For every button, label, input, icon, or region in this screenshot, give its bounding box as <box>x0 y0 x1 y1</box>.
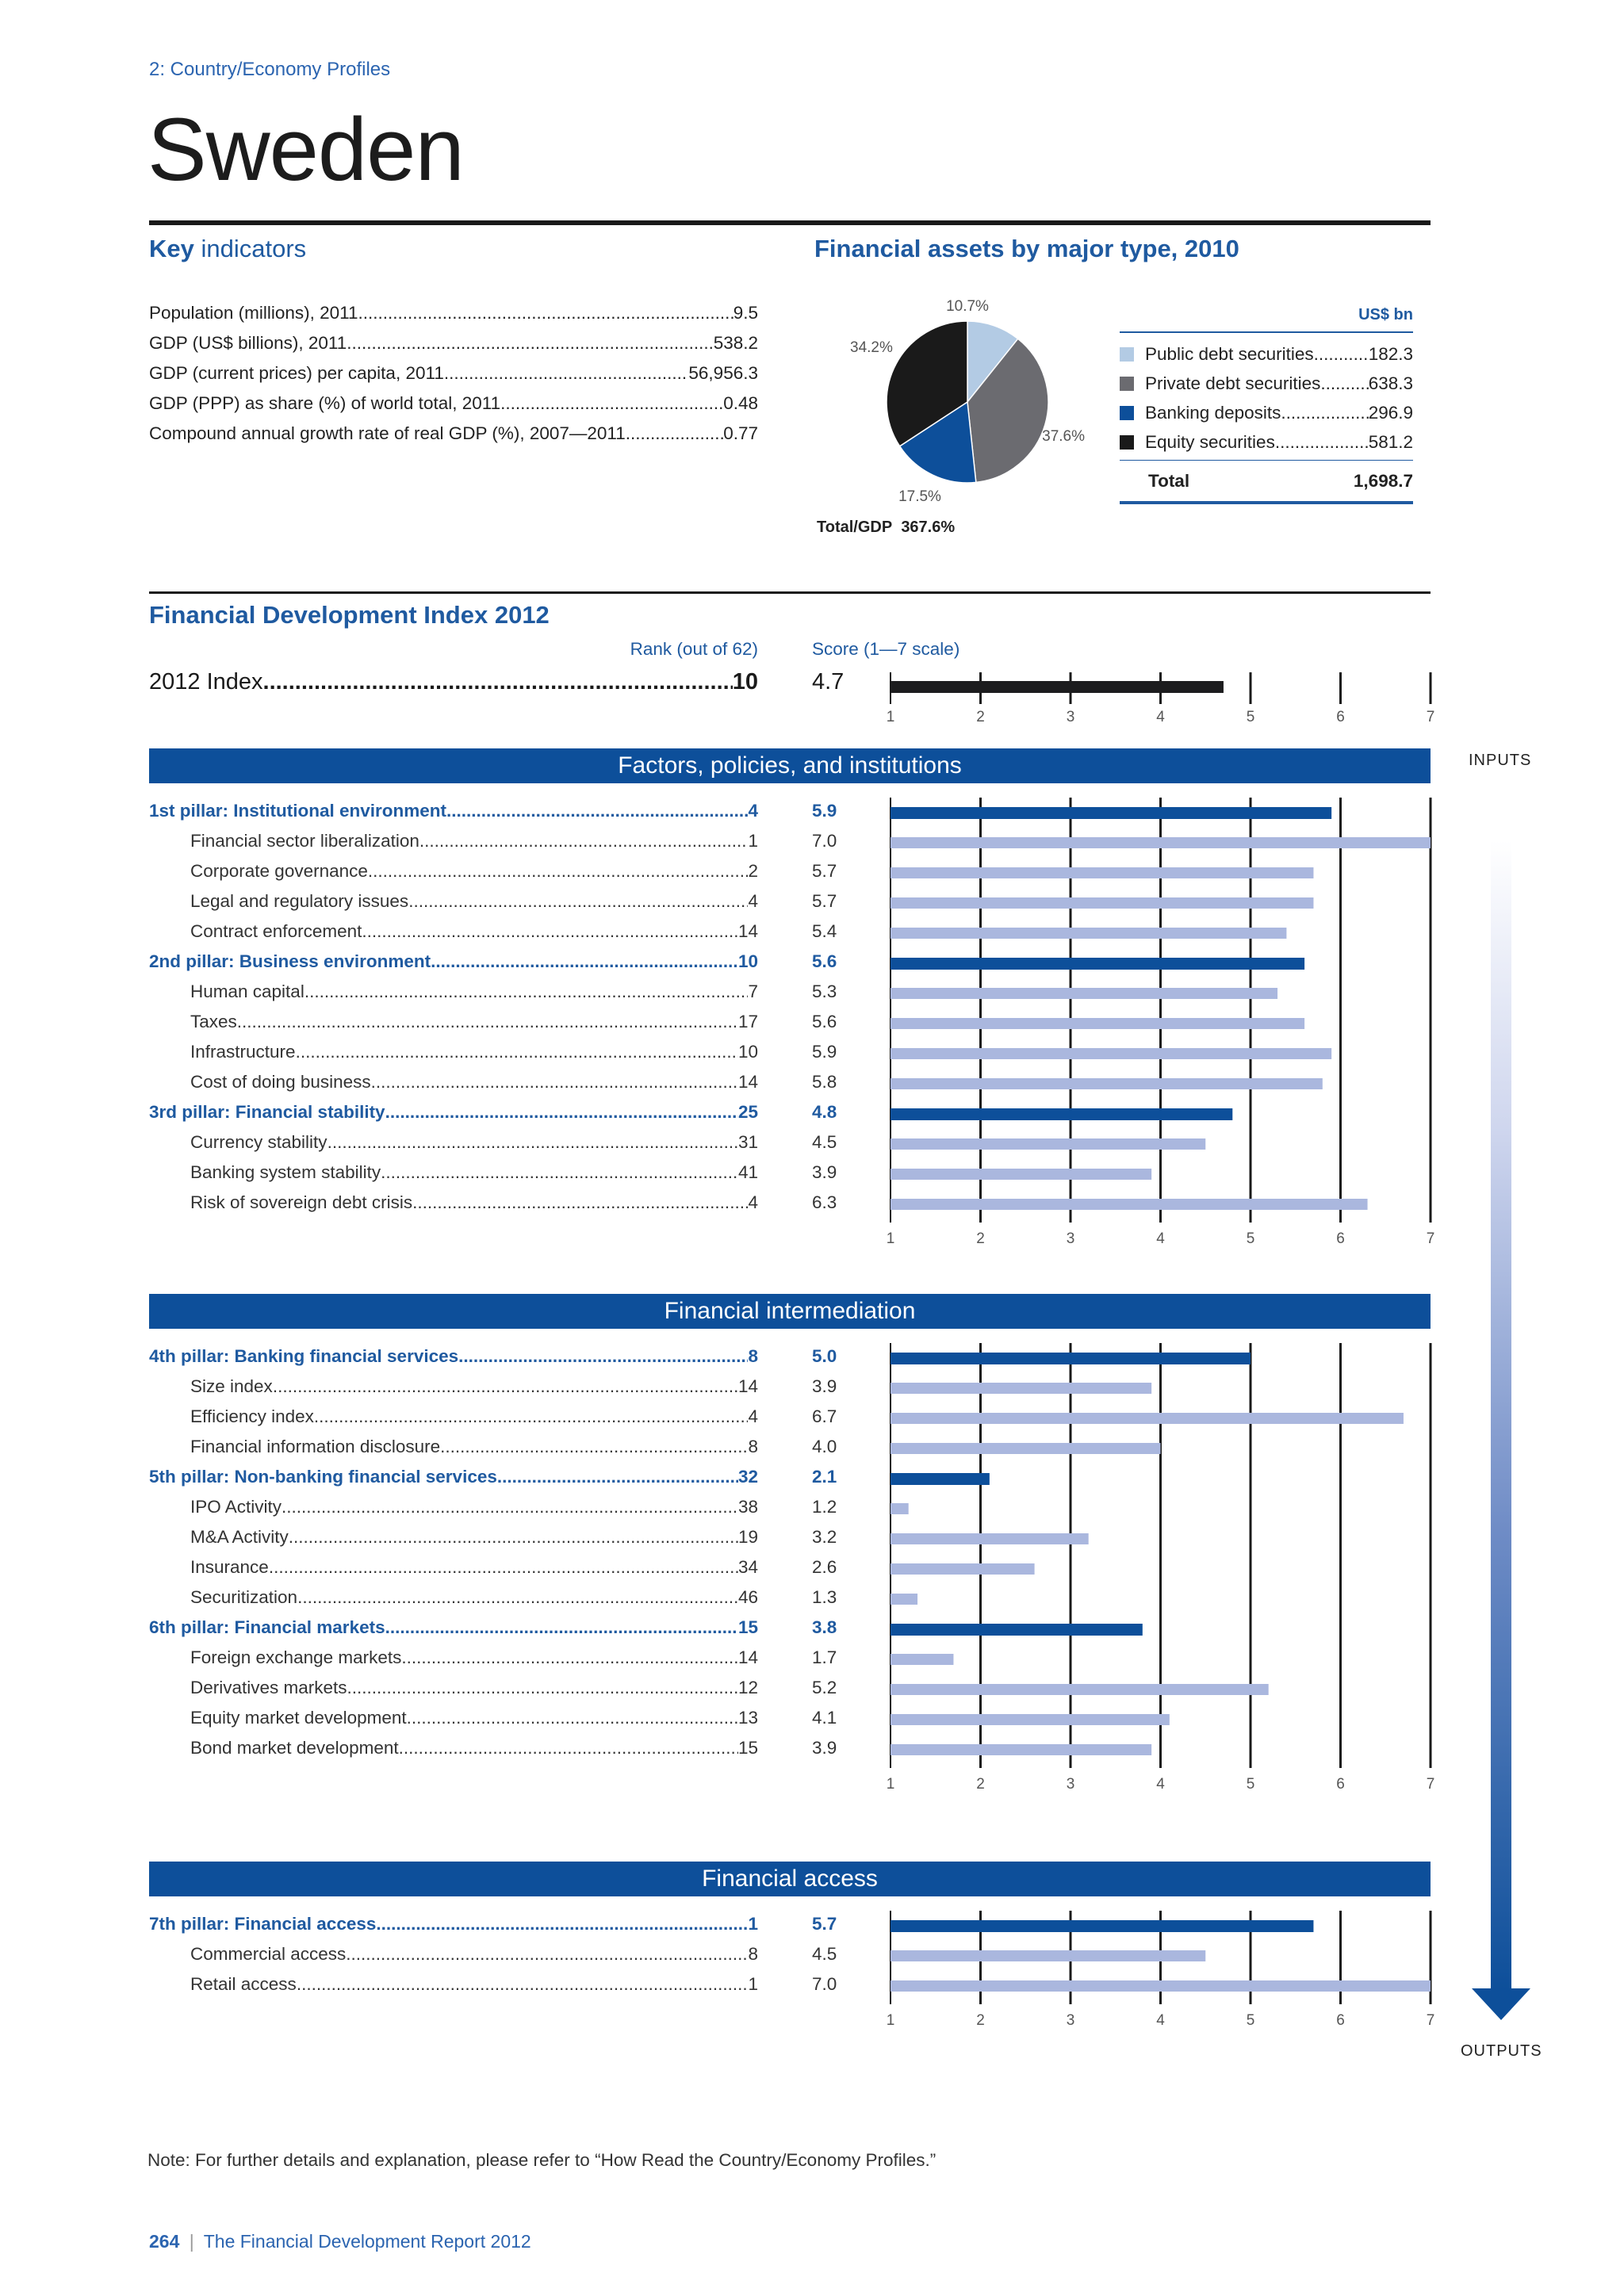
key-indicator-label: Population (millions), 2011 <box>149 303 358 323</box>
row-score: 5.7 <box>812 1914 837 1934</box>
pillar-bar <box>891 1353 1251 1364</box>
pillar-bar <box>891 1624 1143 1636</box>
row-score: 3.2 <box>812 1527 837 1547</box>
row-label: Equity market development <box>190 1708 407 1728</box>
pie-slice-label: 34.2% <box>850 339 893 356</box>
axis-tick-label: 2 <box>976 1776 985 1793</box>
row-score: 5.8 <box>812 1072 837 1092</box>
row-score: 5.9 <box>812 1042 837 1062</box>
row-rank: 34 <box>737 1557 758 1577</box>
sub-indicator-bar <box>891 1078 1323 1089</box>
sub-indicator-bar <box>891 1714 1170 1725</box>
axis-tick-label: 1 <box>886 2012 895 2029</box>
total-gdp: Total/GDP 367.6% <box>817 519 956 536</box>
sub-indicator-bar <box>891 1563 1035 1575</box>
sub-indicator-bar <box>891 1684 1269 1695</box>
row-rank: 19 <box>737 1527 758 1547</box>
sub-indicator-bar <box>891 1413 1404 1424</box>
sub-indicator-bar <box>891 1654 953 1665</box>
row-rank: 1 <box>748 1974 758 1994</box>
row-label: 3rd pillar: Financial stability <box>149 1102 385 1122</box>
sub-indicator-bar <box>891 1443 1161 1454</box>
key-indicator-value: 9.5 <box>733 303 758 323</box>
row-label: 5th pillar: Non-banking financial services <box>149 1467 497 1487</box>
key-indicator-label: Compound annual growth rate of real GDP (%), 2007—2011 <box>149 423 626 443</box>
row-label: 6th pillar: Financial markets <box>149 1617 385 1637</box>
key-indicator-value: 0.77 <box>723 423 758 443</box>
outputs-label: OUTPUTS <box>1461 2042 1542 2060</box>
legend-label: Public debt securities <box>1145 344 1314 364</box>
unit-label: US$ bn <box>1358 306 1413 323</box>
row-rank: 14 <box>737 1376 758 1396</box>
sub-indicator-bar <box>891 1018 1304 1029</box>
index-bar <box>891 681 1224 693</box>
key-indicator-label: GDP (US$ billions), 2011 <box>149 333 347 353</box>
row-score: 5.2 <box>812 1678 837 1697</box>
row-score: 5.9 <box>812 801 837 821</box>
row-label: Efficiency index <box>190 1406 314 1426</box>
legend-value: 182.3 <box>1368 344 1413 364</box>
row-score: 6.3 <box>812 1192 837 1212</box>
financial-assets-title: Financial assets by major type, 2010 <box>814 235 1239 262</box>
row-rank: 10 <box>737 1042 758 1062</box>
row-label: Bond market development <box>190 1738 399 1758</box>
section-header: Financial intermediation <box>149 1294 1431 1329</box>
row-label: Derivatives markets <box>190 1678 347 1697</box>
pillar-bar <box>891 1473 990 1485</box>
row-rank: 8 <box>748 1944 758 1964</box>
axis-tick-label: 4 <box>1156 1776 1165 1793</box>
sub-indicator-bar <box>891 837 1431 848</box>
row-rank: 31 <box>737 1132 758 1152</box>
row-rank: 17 <box>737 1012 758 1031</box>
row-rank: 8 <box>748 1437 758 1456</box>
inputs-outputs-arrow <box>1465 840 1537 2030</box>
row-score: 4.8 <box>812 1102 837 1122</box>
row-score: 1.2 <box>812 1497 837 1517</box>
row-score: 5.6 <box>812 951 837 971</box>
row-rank: 14 <box>737 1072 758 1092</box>
row-rank: 13 <box>737 1708 758 1728</box>
row-rank: 15 <box>737 1738 758 1758</box>
sub-indicator-bar <box>891 1169 1151 1180</box>
key-indicators-title: Key indicators <box>149 235 307 262</box>
axis-tick-label: 6 <box>1336 1776 1345 1793</box>
pillar-bar <box>891 1108 1232 1120</box>
row-label: 2nd pillar: Business environment <box>149 951 431 971</box>
row-label: 1st pillar: Institutional environment <box>149 801 447 821</box>
row-label: Retail access <box>190 1974 297 1994</box>
axis-tick-label: 4 <box>1156 709 1165 725</box>
key-indicator-value: 56,956.3 <box>688 363 758 383</box>
row-rank: 4 <box>748 801 758 821</box>
footer: 264 | The Financial Development Report 2012 <box>149 2231 531 2252</box>
row-label: Financial sector liberalization <box>190 831 419 851</box>
row-label: Contract enforcement <box>190 921 362 941</box>
row-rank: 8 <box>748 1346 758 1366</box>
row-label: Size index <box>190 1376 273 1396</box>
row-label: Securitization <box>190 1587 298 1607</box>
legend-label: Private debt securities <box>1145 373 1321 393</box>
pillar-bar <box>891 1920 1313 1932</box>
section-header: Factors, policies, and institutions <box>149 748 1431 783</box>
row-rank: 14 <box>737 1647 758 1667</box>
axis-tick-label: 2 <box>976 709 985 725</box>
row-rank: 7 <box>748 982 758 1001</box>
legend-total: Total 1,698.7 <box>1148 471 1413 491</box>
sub-indicator-bar <box>891 1980 1431 1992</box>
legend-value: 581.2 <box>1368 432 1413 452</box>
sub-indicator-bar <box>891 1950 1205 1961</box>
row-label: Currency stability <box>190 1132 327 1152</box>
row-label: Insurance <box>190 1557 269 1577</box>
row-score: 4.5 <box>812 1132 837 1152</box>
axis-tick-label: 4 <box>1156 2012 1165 2029</box>
country-title: Sweden <box>147 100 464 199</box>
row-rank: 1 <box>748 1914 758 1934</box>
row-rank: 32 <box>737 1467 758 1487</box>
axis-tick-label: 1 <box>886 1776 895 1793</box>
row-label: 4th pillar: Banking financial services <box>149 1346 459 1366</box>
legend-value: 296.9 <box>1368 403 1413 423</box>
row-rank: 1 <box>748 831 758 851</box>
sub-indicator-bar <box>891 897 1313 909</box>
row-label: Risk of sovereign debt crisis <box>190 1192 413 1212</box>
legend-label: Equity securities <box>1145 432 1275 452</box>
index-row: 2012 Index ..... 10 <box>149 669 758 695</box>
row-label: Foreign exchange markets <box>190 1647 402 1667</box>
row-label: Banking system stability <box>190 1162 381 1182</box>
row-label: Financial information disclosure <box>190 1437 441 1456</box>
row-score: 5.6 <box>812 1012 837 1031</box>
row-label: Infrastructure <box>190 1042 296 1062</box>
row-rank: 41 <box>737 1162 758 1182</box>
fdi-title: Financial Development Index 2012 <box>149 601 550 629</box>
axis-tick-label: 3 <box>1066 709 1075 725</box>
axis-tick-label: 1 <box>886 1230 895 1247</box>
axis-tick-label: 7 <box>1426 2012 1435 2029</box>
row-score: 5.0 <box>812 1346 837 1366</box>
axis-tick-label: 6 <box>1336 2012 1345 2029</box>
axis-tick-label: 7 <box>1426 1776 1435 1793</box>
rank-header: Rank (out of 62) <box>630 639 758 659</box>
row-rank: 2 <box>748 861 758 881</box>
sub-indicator-bar <box>891 1744 1151 1755</box>
row-rank: 38 <box>737 1497 758 1517</box>
breadcrumb: 2: Country/Economy Profiles <box>149 59 391 80</box>
row-score: 4.0 <box>812 1437 837 1456</box>
row-rank: 4 <box>748 1406 758 1426</box>
sub-indicator-bar <box>891 1533 1089 1544</box>
axis-tick-label: 6 <box>1336 709 1345 725</box>
axis-tick-label: 5 <box>1246 2012 1255 2029</box>
index-score: 4.7 <box>812 669 845 695</box>
row-score: 4.1 <box>812 1708 837 1728</box>
axis-tick-label: 3 <box>1066 1776 1075 1793</box>
score-header: Score (1—7 scale) <box>812 639 960 659</box>
sub-indicator-bar <box>891 1383 1151 1394</box>
row-score: 5.7 <box>812 861 837 881</box>
axis-tick-label: 2 <box>976 2012 985 2029</box>
row-label: Legal and regulatory issues <box>190 891 409 911</box>
row-score: 3.9 <box>812 1376 837 1396</box>
pillar-bar <box>891 807 1331 819</box>
axis-tick-label: 5 <box>1246 1776 1255 1793</box>
axis-tick-label: 2 <box>976 1230 985 1247</box>
row-score: 3.8 <box>812 1617 837 1637</box>
sub-indicator-bar <box>891 1048 1331 1059</box>
pie-slice-label: 37.6% <box>1042 428 1085 445</box>
sub-indicator-bar <box>891 1503 909 1514</box>
pie-slice-label: 10.7% <box>946 298 989 315</box>
row-label: M&A Activity <box>190 1527 289 1547</box>
pie-slice-label: 17.5% <box>898 488 941 505</box>
axis-tick-label: 3 <box>1066 1230 1075 1247</box>
row-score: 3.9 <box>812 1162 837 1182</box>
row-rank: 14 <box>737 921 758 941</box>
row-label: Taxes <box>190 1012 237 1031</box>
key-indicator-value: 538.2 <box>713 333 758 353</box>
sub-indicator-bar <box>891 867 1313 878</box>
axis-tick-label: 5 <box>1246 709 1255 725</box>
row-rank: 10 <box>737 951 758 971</box>
row-score: 1.7 <box>812 1647 837 1667</box>
row-score: 2.6 <box>812 1557 837 1577</box>
sub-indicator-bar <box>891 988 1277 999</box>
row-score: 5.3 <box>812 982 837 1001</box>
sub-indicator-bar <box>891 1138 1205 1150</box>
key-indicator-value: 0.48 <box>723 393 758 413</box>
key-indicator-label: GDP (PPP) as share (%) of world total, 2011 <box>149 393 501 413</box>
row-label: 7th pillar: Financial access <box>149 1914 377 1934</box>
sub-indicator-bar <box>891 928 1286 939</box>
section-header: Financial access <box>149 1862 1431 1896</box>
sub-indicator-bar <box>891 1594 917 1605</box>
key-indicator-label: GDP (current prices) per capita, 2011 <box>149 363 444 383</box>
inputs-label: INPUTS <box>1469 752 1532 769</box>
axis-tick-label: 7 <box>1426 1230 1435 1247</box>
row-score: 7.0 <box>812 1974 837 1994</box>
row-rank: 15 <box>737 1617 758 1637</box>
row-score: 1.3 <box>812 1587 837 1607</box>
row-label: IPO Activity <box>190 1497 282 1517</box>
sub-indicator-bar <box>891 1199 1368 1210</box>
row-score: 6.7 <box>812 1406 837 1426</box>
row-label: Cost of doing business <box>190 1072 371 1092</box>
axis-tick-label: 5 <box>1246 1230 1255 1247</box>
row-score: 2.1 <box>812 1467 837 1487</box>
legend-value: 638.3 <box>1368 373 1413 393</box>
axis-tick-label: 6 <box>1336 1230 1345 1247</box>
axis-tick-label: 4 <box>1156 1230 1165 1247</box>
row-score: 4.5 <box>812 1944 837 1964</box>
row-label: Human capital <box>190 982 304 1001</box>
axis-tick-label: 7 <box>1426 709 1435 725</box>
pillar-bar <box>891 958 1304 970</box>
row-label: Commercial access <box>190 1944 347 1964</box>
row-rank: 4 <box>748 1192 758 1212</box>
row-rank: 4 <box>748 891 758 911</box>
row-rank: 46 <box>737 1587 758 1607</box>
note: Note: For further details and explanation, please refer to “How Read the Country/Economy Profiles.” <box>147 2150 936 2170</box>
row-score: 5.4 <box>812 921 837 941</box>
row-rank: 25 <box>737 1102 758 1122</box>
axis-tick-label: 3 <box>1066 2012 1075 2029</box>
row-rank: 12 <box>737 1678 758 1697</box>
row-score: 3.9 <box>812 1738 837 1758</box>
axis-tick-label: 1 <box>886 709 895 725</box>
row-score: 7.0 <box>812 831 837 851</box>
row-label: Corporate governance <box>190 861 368 881</box>
row-score: 5.7 <box>812 891 837 911</box>
legend-label: Banking deposits <box>1145 403 1281 423</box>
